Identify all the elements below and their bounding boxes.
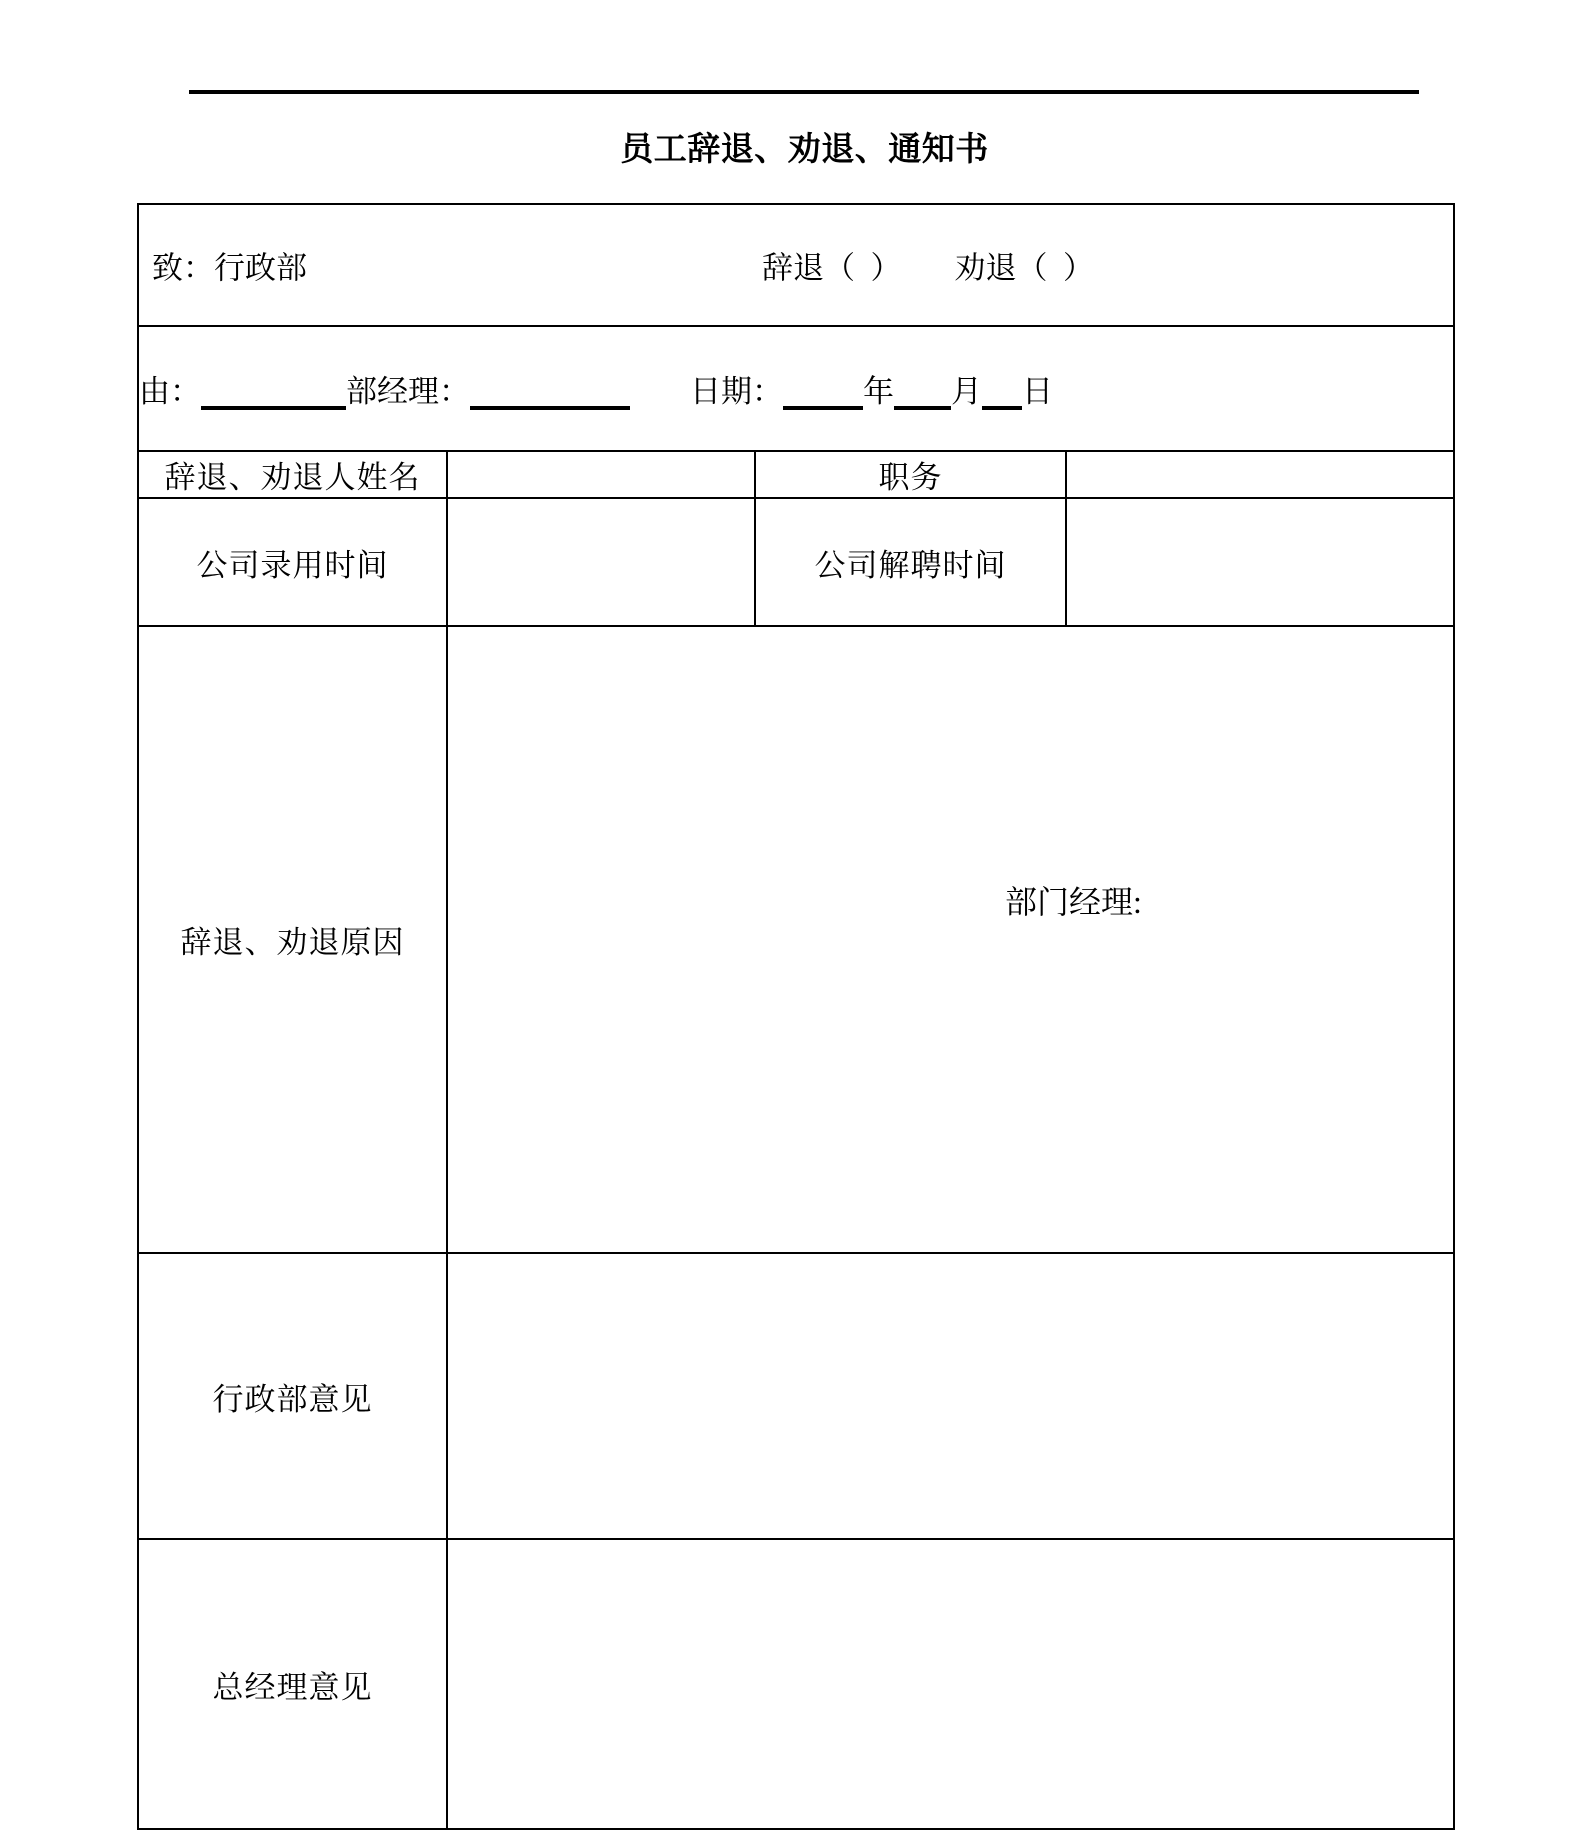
notice-cell <box>138 204 1454 326</box>
month-blank-line <box>982 406 1022 410</box>
notice-options <box>762 243 1094 288</box>
admin-opinion-label-cell: 行政部意见 <box>138 1253 447 1539</box>
gm-opinion-label-cell: 总经理意见 <box>138 1539 447 1829</box>
reason-label-cell: 辞退、劝退原因 <box>138 626 447 1253</box>
terminated-label-cell: 公司解聘时间 <box>755 498 1066 626</box>
from-row <box>138 326 1454 451</box>
document-title: 员工辞退、劝退、通知书 <box>620 132 989 168</box>
name-row <box>138 451 1454 498</box>
reason-content-cell <box>447 626 1454 1253</box>
hired-value-cell <box>447 498 755 626</box>
hired-label-cell: 公司录用时间 <box>138 498 447 626</box>
year-blank-line <box>894 406 951 410</box>
position-value-cell <box>1066 451 1454 498</box>
dismiss-option-label: 辞退（ ） <box>762 250 902 286</box>
notice-row <box>138 204 1454 326</box>
dept-manager-blank-line <box>470 406 630 410</box>
position-label-cell: 职务 <box>755 451 1066 498</box>
day-label: 日 <box>1022 374 1053 409</box>
reason-row <box>138 626 1454 1253</box>
dept-manager-signature-label: 部门经理: <box>1005 884 1142 920</box>
dismissal-form-table <box>137 203 1455 1830</box>
admin-opinion-row <box>138 1253 1454 1539</box>
year-label: 年 <box>863 374 894 409</box>
date-blank-line <box>783 406 863 410</box>
month-label: 月 <box>951 374 982 409</box>
name-value-cell <box>447 451 755 498</box>
by-label: 由： <box>139 374 201 409</box>
date-label: 日期： <box>690 374 783 409</box>
gm-opinion-content-cell <box>447 1539 1454 1829</box>
by-blank-line <box>201 406 346 410</box>
header-rule <box>189 90 1419 94</box>
dept-manager-label: 部经理： <box>346 374 470 409</box>
persuade-option-label: 劝退（ ） <box>954 250 1094 286</box>
dates-row <box>138 498 1454 626</box>
admin-opinion-content-cell <box>447 1253 1454 1539</box>
gm-opinion-row <box>138 1539 1454 1829</box>
to-label: 致：行政部 <box>152 250 307 286</box>
from-cell <box>138 326 1454 451</box>
terminated-value-cell <box>1066 498 1454 626</box>
name-label-cell: 辞退、劝退人姓名 <box>138 451 447 498</box>
